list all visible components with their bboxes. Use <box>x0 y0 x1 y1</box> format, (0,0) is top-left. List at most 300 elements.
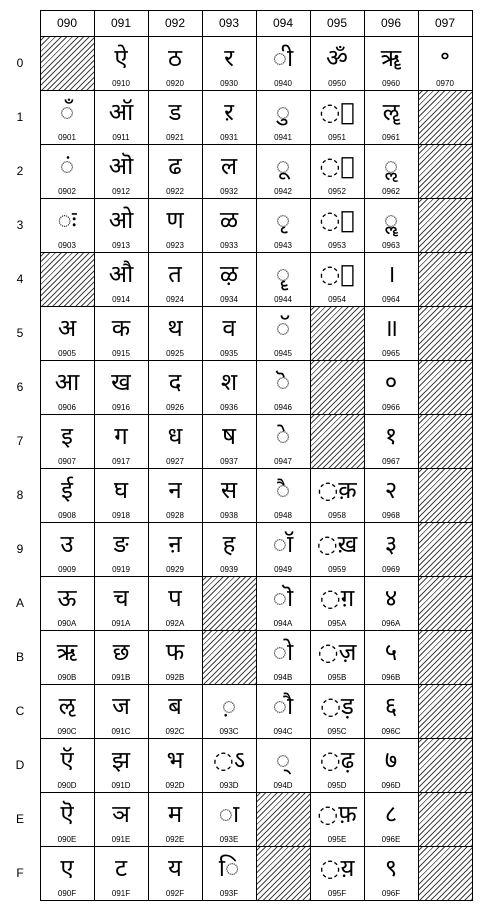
code-point-label: 091A <box>111 619 131 628</box>
char-cell-0914 <box>94 252 148 306</box>
column-header-093: 093 <box>218 16 240 30</box>
glyph: ◌ः <box>57 206 77 234</box>
row-header-C: C <box>15 704 25 718</box>
glyph: ◌ू <box>275 152 291 180</box>
unassigned-cell <box>256 792 310 846</box>
code-point-label: 091D <box>111 781 131 790</box>
glyph: ◌ॅ <box>275 314 291 342</box>
char-cell-096E <box>364 792 418 846</box>
glyph: ◌ॆ <box>275 368 291 396</box>
code-point-label: 0924 <box>166 295 184 304</box>
char-cell-0902 <box>40 144 94 198</box>
glyph: ◌॔ <box>319 260 355 288</box>
glyph: ◌ॄ <box>275 260 291 288</box>
char-cell-092D <box>148 738 202 792</box>
char-cell-0918 <box>94 468 148 522</box>
char-cell-0930 <box>202 36 256 90</box>
glyph: २ <box>384 476 398 504</box>
code-point-label: 092F <box>165 889 185 898</box>
char-cell-0917 <box>94 414 148 468</box>
char-cell-0953 <box>310 198 364 252</box>
glyph: प <box>168 584 182 612</box>
code-point-label: 0929 <box>166 565 184 574</box>
char-cell-090F <box>40 846 94 900</box>
char-cell-0947 <box>256 414 310 468</box>
char-cell-0936 <box>202 360 256 414</box>
glyph: १ <box>384 422 398 450</box>
unassigned-cell <box>310 360 364 414</box>
glyph: ट <box>114 854 128 882</box>
char-cell-0928 <box>148 468 202 522</box>
char-cell-0966 <box>364 360 418 414</box>
code-point-label: 096A <box>381 619 401 628</box>
char-cell-0926 <box>148 360 202 414</box>
glyph: ङ <box>113 530 129 558</box>
char-cell-0938 <box>202 468 256 522</box>
char-cell-0970 <box>418 36 472 90</box>
glyph: उ <box>60 530 74 558</box>
char-cell-0940 <box>256 36 310 90</box>
code-point-label: 0932 <box>220 187 238 196</box>
glyph: ◌ड़ <box>320 692 354 720</box>
grid-line <box>148 10 149 901</box>
code-point-label: 0970 <box>436 79 454 88</box>
code-point-label: 090B <box>57 673 77 682</box>
code-point-label: 0969 <box>382 565 400 574</box>
unassigned-cell <box>418 468 472 522</box>
code-point-label: 095B <box>327 673 347 682</box>
glyph: ◌क़ <box>317 476 357 504</box>
unassigned-cell <box>310 414 364 468</box>
glyph: ◌े <box>275 422 291 450</box>
unassigned-cell <box>418 684 472 738</box>
code-point-label: 0903 <box>58 241 76 250</box>
code-point-label: 094C <box>273 727 293 736</box>
unassigned-cell <box>418 738 472 792</box>
code-point-label: 0912 <box>112 187 130 196</box>
code-point-label: 0911 <box>112 133 130 142</box>
unassigned-cell <box>418 198 472 252</box>
code-point-label: 090F <box>57 889 77 898</box>
glyph: ए <box>60 854 74 882</box>
code-point-label: 096C <box>381 727 401 736</box>
char-cell-091D <box>94 738 148 792</box>
glyph: ल <box>220 152 238 180</box>
glyph: अ <box>57 314 77 342</box>
char-cell-0923 <box>148 198 202 252</box>
glyph: छ <box>112 638 130 666</box>
glyph: स <box>220 476 238 504</box>
glyph: ऱ <box>224 98 234 126</box>
char-cell-0950 <box>310 36 364 90</box>
char-cell-0912 <box>94 144 148 198</box>
glyph: ◌् <box>275 746 291 774</box>
char-cell-0908 <box>40 468 94 522</box>
grid-line <box>256 10 257 901</box>
code-point-label: 0928 <box>166 511 184 520</box>
glyph: ◌ग़ <box>319 584 355 612</box>
row-header-7: 7 <box>16 434 24 448</box>
code-point-label: 091E <box>111 835 131 844</box>
glyph: ॐ <box>326 44 348 72</box>
char-cell-091E <box>94 792 148 846</box>
row-header-9: 9 <box>16 542 24 556</box>
char-cell-0939 <box>202 522 256 576</box>
glyph: ९ <box>384 854 398 882</box>
char-cell-092E <box>148 792 202 846</box>
char-cell-091B <box>94 630 148 684</box>
char-cell-0951 <box>310 90 364 144</box>
glyph: ऒ <box>108 152 134 180</box>
code-point-label: 0949 <box>274 565 292 574</box>
unassigned-cell <box>40 36 94 90</box>
code-point-label: 0962 <box>382 187 400 196</box>
code-point-label: 0920 <box>166 79 184 88</box>
unassigned-cell <box>310 306 364 360</box>
glyph: ठ <box>168 44 182 72</box>
code-point-label: 0945 <box>274 349 292 358</box>
code-point-label: 0934 <box>220 295 238 304</box>
code-point-label: 0942 <box>274 187 292 196</box>
char-cell-094A <box>256 576 310 630</box>
row-header-0: 0 <box>16 56 24 70</box>
row-header-3: 3 <box>16 218 24 232</box>
char-cell-0952 <box>310 144 364 198</box>
code-point-label: 090E <box>57 835 77 844</box>
grid-line <box>40 10 41 901</box>
glyph: औ <box>108 260 134 288</box>
code-point-label: 092C <box>165 727 185 736</box>
glyph: ज <box>112 692 130 720</box>
char-cell-0942 <box>256 144 310 198</box>
glyph: ऩ <box>168 530 182 558</box>
unassigned-cell <box>202 576 256 630</box>
glyph: ◌ौ <box>272 692 294 720</box>
glyph: ऐ <box>114 44 128 72</box>
unassigned-cell <box>418 792 472 846</box>
glyph: ऌ <box>58 692 76 720</box>
glyph: फ <box>165 638 185 666</box>
char-cell-0919 <box>94 522 148 576</box>
code-point-label: 092E <box>165 835 185 844</box>
code-point-label: 091B <box>111 673 131 682</box>
column-header-095: 095 <box>326 16 348 30</box>
code-point-label: 0909 <box>58 565 76 574</box>
glyph: ◌ृ <box>275 206 291 234</box>
code-point-label: 0915 <box>112 349 130 358</box>
code-point-label: 0947 <box>274 457 292 466</box>
unassigned-cell <box>418 630 472 684</box>
glyph: ड <box>168 98 182 126</box>
glyph: ◌ॣ <box>383 206 399 234</box>
char-cell-090D <box>40 738 94 792</box>
char-cell-093F <box>202 846 256 900</box>
glyph: ह <box>222 530 236 558</box>
code-point-label: 0965 <box>382 349 400 358</box>
row-header-6: 6 <box>16 380 24 394</box>
code-point-label: 095D <box>327 781 347 790</box>
column-header-094: 094 <box>272 16 294 30</box>
char-cell-094D <box>256 738 310 792</box>
glyph: क <box>111 314 131 342</box>
code-point-label: 0931 <box>220 133 238 142</box>
code-point-label: 0901 <box>58 133 76 142</box>
glyph: ष <box>222 422 236 450</box>
grid-line <box>310 10 311 901</box>
char-cell-0925 <box>148 306 202 360</box>
code-point-label: 0946 <box>274 403 292 412</box>
unassigned-cell <box>418 414 472 468</box>
glyph: श <box>220 368 238 396</box>
glyph: ◌ा <box>218 800 240 828</box>
row-header-2: 2 <box>16 164 24 178</box>
code-point-label: 0938 <box>220 511 238 520</box>
code-point-label: 0925 <box>166 349 184 358</box>
unassigned-cell <box>418 576 472 630</box>
char-cell-0954 <box>310 252 364 306</box>
code-point-label: 0916 <box>112 403 130 412</box>
unassigned-cell <box>418 846 472 900</box>
code-point-label: 0907 <box>58 457 76 466</box>
code-point-label: 0944 <box>274 295 292 304</box>
glyph: ण <box>166 206 184 234</box>
row-header-D: D <box>15 758 25 772</box>
char-cell-0913 <box>94 198 148 252</box>
glyph: ऍ <box>60 746 74 774</box>
code-point-label: 0940 <box>274 79 292 88</box>
char-cell-095F <box>310 846 364 900</box>
char-cell-0937 <box>202 414 256 468</box>
row-header-5: 5 <box>16 326 24 340</box>
char-cell-096B <box>364 630 418 684</box>
code-point-label: 0922 <box>166 187 184 196</box>
code-point-label: 096D <box>381 781 401 790</box>
glyph: ◌॓ <box>319 206 355 234</box>
glyph: ◌ख़ <box>316 530 358 558</box>
code-point-label: 095E <box>327 835 347 844</box>
glyph: ऊ <box>57 584 77 612</box>
glyph: ◌ं <box>59 152 75 180</box>
char-cell-0933 <box>202 198 256 252</box>
code-point-label: 0958 <box>328 511 346 520</box>
glyph: ◌ॉ <box>272 530 294 558</box>
glyph: ग <box>114 422 128 450</box>
glyph: ◌़ <box>221 692 237 720</box>
glyph: ◌ु <box>275 98 291 126</box>
glyph: ◌य़ <box>319 854 355 882</box>
column-header-096: 096 <box>380 16 402 30</box>
char-cell-095E <box>310 792 364 846</box>
char-cell-0910 <box>94 36 148 90</box>
grid-line <box>418 10 419 901</box>
code-point-label: 0913 <box>112 241 130 250</box>
code-point-label: 093D <box>219 781 239 790</box>
code-point-label: 090A <box>57 619 77 628</box>
code-point-label: 093C <box>219 727 239 736</box>
code-point-label: 0936 <box>220 403 238 412</box>
char-cell-0931 <box>202 90 256 144</box>
char-cell-095B <box>310 630 364 684</box>
char-cell-092F <box>148 846 202 900</box>
char-cell-0901 <box>40 90 94 144</box>
code-point-label: 091C <box>111 727 131 736</box>
code-point-label: 0941 <box>274 133 292 142</box>
glyph: ॰ <box>439 44 451 72</box>
char-cell-0962 <box>364 144 418 198</box>
char-cell-0963 <box>364 198 418 252</box>
glyph: म <box>167 800 183 828</box>
char-cell-0967 <box>364 414 418 468</box>
code-point-label: 092D <box>165 781 185 790</box>
code-point-label: 0952 <box>328 187 346 196</box>
char-cell-0934 <box>202 252 256 306</box>
char-cell-0903 <box>40 198 94 252</box>
code-point-label: 0926 <box>166 403 184 412</box>
char-cell-090B <box>40 630 94 684</box>
glyph: ॡ <box>382 98 400 126</box>
code-point-label: 0919 <box>112 565 130 574</box>
char-cell-0960 <box>364 36 418 90</box>
column-header-090: 090 <box>56 16 78 30</box>
code-point-label: 0966 <box>382 403 400 412</box>
code-point-label: 0960 <box>382 79 400 88</box>
glyph: व <box>222 314 236 342</box>
char-cell-0961 <box>364 90 418 144</box>
char-cell-0941 <box>256 90 310 144</box>
code-point-label: 094B <box>273 673 293 682</box>
code-point-label: 094D <box>273 781 293 790</box>
glyph: ८ <box>384 800 398 828</box>
glyph: ६ <box>384 692 398 720</box>
char-cell-091A <box>94 576 148 630</box>
code-point-label: 0927 <box>166 457 184 466</box>
glyph: य <box>168 854 182 882</box>
glyph: ◌॑ <box>319 98 355 126</box>
char-cell-0965 <box>364 306 418 360</box>
code-point-label: 0918 <box>112 511 130 520</box>
glyph: ◌ँ <box>59 98 75 126</box>
char-cell-0916 <box>94 360 148 414</box>
code-point-label: 092A <box>165 619 185 628</box>
glyph: च <box>113 584 129 612</box>
char-cell-0943 <box>256 198 310 252</box>
char-cell-0948 <box>256 468 310 522</box>
char-cell-092B <box>148 630 202 684</box>
glyph: । <box>386 260 396 288</box>
char-cell-0907 <box>40 414 94 468</box>
char-cell-090C <box>40 684 94 738</box>
glyph: आ <box>54 368 80 396</box>
code-point-label: 096E <box>381 835 401 844</box>
code-point-label: 0948 <box>274 511 292 520</box>
glyph: न <box>168 476 182 504</box>
char-cell-0958 <box>310 468 364 522</box>
code-point-label: 0968 <box>382 511 400 520</box>
char-cell-0929 <box>148 522 202 576</box>
glyph: ञ <box>112 800 130 828</box>
glyph: ◌ज़ <box>317 638 357 666</box>
code-point-label: 091F <box>111 889 131 898</box>
glyph: ◌फ़ <box>317 800 357 828</box>
glyph: ढ <box>168 152 182 180</box>
char-cell-0945 <box>256 306 310 360</box>
code-point-label: 096B <box>381 673 401 682</box>
code-point-label: 0902 <box>58 187 76 196</box>
code-point-label: 0954 <box>328 295 346 304</box>
unassigned-cell <box>418 144 472 198</box>
glyph: ० <box>384 368 398 396</box>
char-cell-094B <box>256 630 310 684</box>
code-point-label: 0964 <box>382 295 400 304</box>
row-header-4: 4 <box>16 272 24 286</box>
char-cell-0906 <box>40 360 94 414</box>
code-point-label: 093E <box>219 835 239 844</box>
code-point-label: 0959 <box>328 565 346 574</box>
char-cell-096D <box>364 738 418 792</box>
char-cell-0969 <box>364 522 418 576</box>
glyph: इ <box>61 422 73 450</box>
code-point-label: 090C <box>57 727 77 736</box>
code-point-label: 096F <box>381 889 401 898</box>
glyph: ओ <box>108 206 134 234</box>
grid-line <box>202 10 203 901</box>
glyph: र <box>224 44 234 72</box>
char-cell-096A <box>364 576 418 630</box>
code-point-label: 0951 <box>328 133 346 142</box>
char-cell-0920 <box>148 36 202 90</box>
glyph: ऴ <box>219 260 239 288</box>
code-point-label: 0961 <box>382 133 400 142</box>
char-cell-0921 <box>148 90 202 144</box>
code-point-label: 092B <box>165 673 185 682</box>
code-point-label: 0953 <box>328 241 346 250</box>
char-cell-0968 <box>364 468 418 522</box>
char-cell-093C <box>202 684 256 738</box>
row-header-8: 8 <box>16 488 24 502</box>
code-point-label: 0906 <box>58 403 76 412</box>
unassigned-cell <box>418 306 472 360</box>
glyph: त <box>168 260 182 288</box>
code-point-label: 0933 <box>220 241 238 250</box>
code-point-label: 0921 <box>166 133 184 142</box>
char-cell-095D <box>310 738 364 792</box>
unassigned-cell <box>418 252 472 306</box>
code-point-label: 0939 <box>220 565 238 574</box>
glyph: ३ <box>384 530 398 558</box>
char-cell-0946 <box>256 360 310 414</box>
char-cell-0932 <box>202 144 256 198</box>
char-cell-092A <box>148 576 202 630</box>
glyph: ◌ढ़ <box>319 746 355 774</box>
glyph: ७ <box>384 746 398 774</box>
char-cell-091C <box>94 684 148 738</box>
char-cell-0915 <box>94 306 148 360</box>
glyph: झ <box>111 746 131 774</box>
code-point-label: 0937 <box>220 457 238 466</box>
char-cell-0944 <box>256 252 310 306</box>
code-point-label: 0967 <box>382 457 400 466</box>
glyph: ◌ॊ <box>272 584 294 612</box>
row-header-B: B <box>15 650 24 664</box>
unassigned-cell <box>202 630 256 684</box>
char-cell-096F <box>364 846 418 900</box>
char-cell-093E <box>202 792 256 846</box>
glyph: ब <box>168 692 182 720</box>
glyph: ◌ऽ <box>212 746 246 774</box>
char-cell-093D <box>202 738 256 792</box>
char-cell-0935 <box>202 306 256 360</box>
glyph: ॥ <box>383 314 399 342</box>
